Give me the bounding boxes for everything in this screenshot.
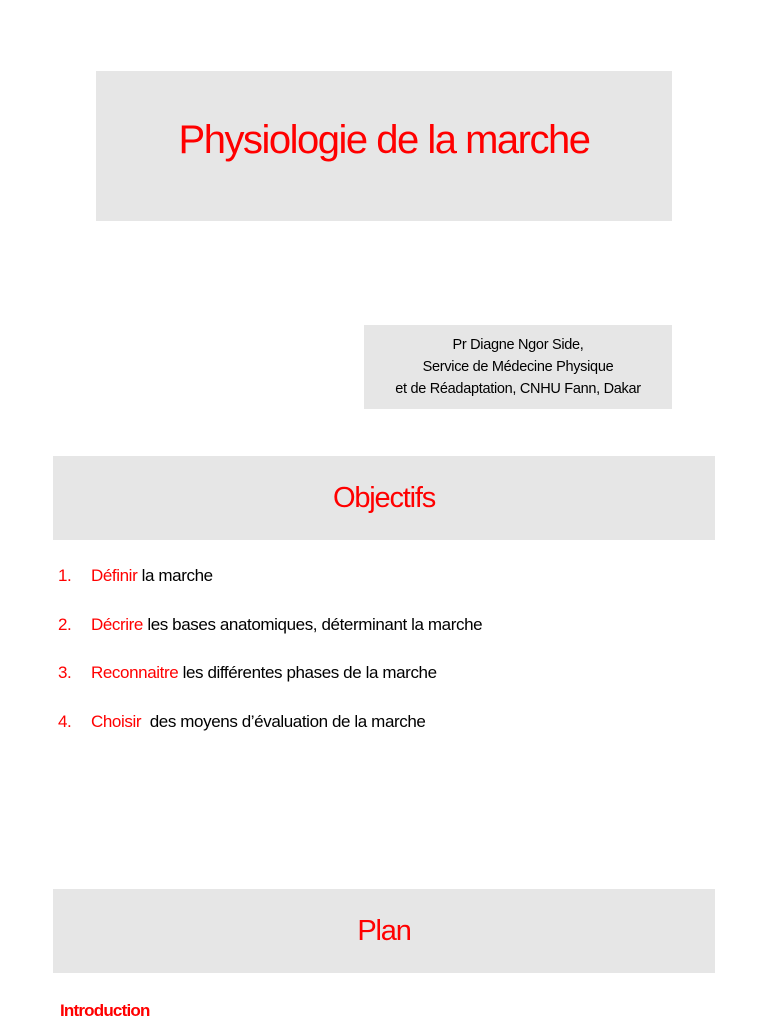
objective-item (58, 566, 482, 615)
objective-number: 3. (58, 663, 72, 682)
objective-item (58, 712, 482, 761)
objectives-list (58, 566, 482, 760)
author-institution: et de Réadaptation, CNHU Fann, Dakar (395, 381, 641, 397)
plan-item-introduction: Introduction (60, 1001, 150, 1020)
objective-number: 4. (58, 711, 72, 731)
document-title: Physiologie de la marche (178, 117, 590, 162)
objective-verb: Choisir (91, 711, 142, 731)
objective-item (58, 615, 482, 664)
objective-number: 1. (58, 566, 72, 585)
objective-verb: Reconnaitre (91, 663, 179, 682)
objective-text: les bases anatomiques, déterminant la marche (143, 614, 483, 634)
plan-heading: Plan (357, 914, 411, 947)
plan-header-box (53, 889, 715, 973)
objectifs-heading: Objectifs (332, 481, 435, 514)
objective-text: les différentes phases de la marche (178, 663, 437, 682)
objective-verb: Définir (91, 566, 138, 585)
title-slide-box (96, 71, 672, 221)
objective-verb: Décrire (91, 614, 143, 634)
author-name: Pr Diagne Ngor Side, (452, 337, 584, 353)
objective-number: 2. (58, 614, 72, 634)
objective-item (58, 663, 482, 712)
objectifs-header-box (53, 456, 715, 540)
author-info-box (364, 325, 672, 409)
objective-text: des moyens d’évaluation de la marche (141, 711, 426, 731)
author-department: Service de Médecine Physique (422, 359, 614, 375)
objective-text: la marche (137, 566, 213, 585)
